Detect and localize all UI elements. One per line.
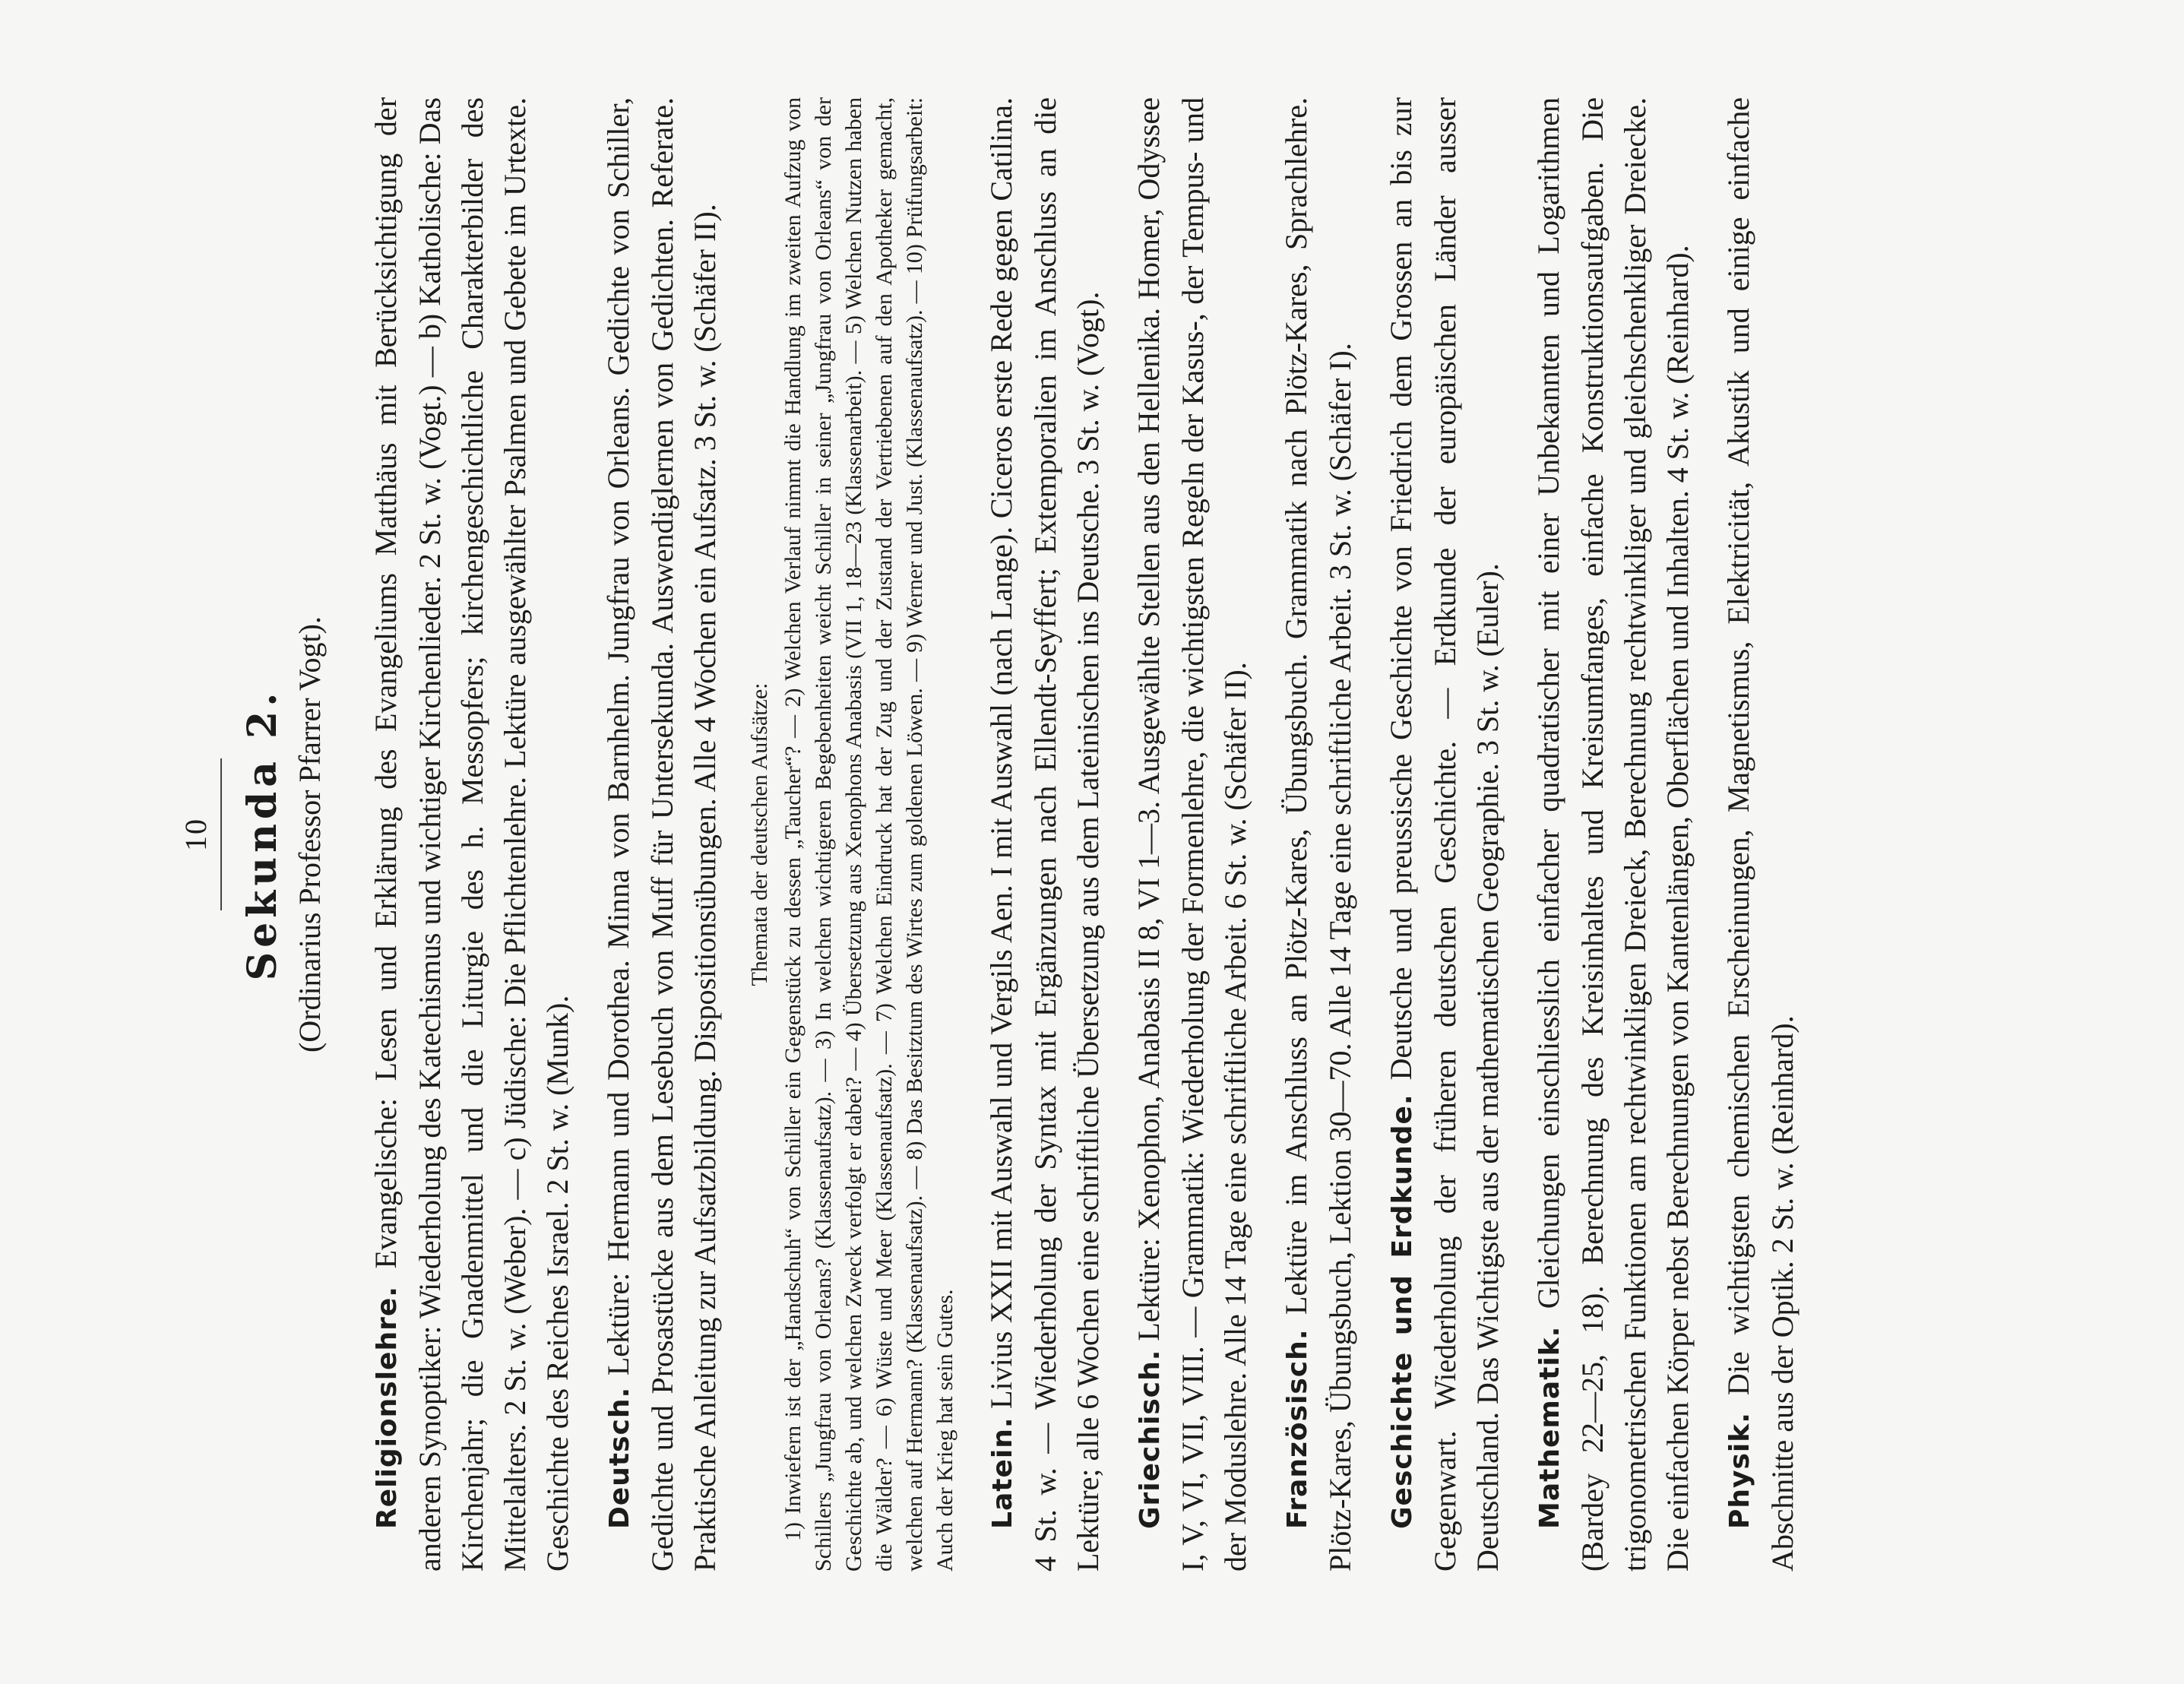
themes-list: 1) Inwiefern ist der „Handschuh“ von Schiller ein Gegenstück zu dessen „Taucher“? — 2) Welchen Verlauf nimmt die Handlung im zweiten Aufzug von Schillers „Jungfrau von Orleans? (Klassenaufsatz). — 3) In welchen wichtigeren Begebenheiten weicht Schiller in seiner „Jungfrau von Orleans“ von der Geschichte ab, und welchen Zweck verfolgt er dabei? — 4) Übersetzung aus Xenophons Anabasis (VII 1, 18—23 (Klassenarbeit). — 5) Welchen Nutzen haben die Wälder? — 6) Wüste und Meer (Klassenaufsatz). — 7) Welchen Eindruck hat der Zug und der Zustand der Vertriebenen auf den Apotheker gemacht, welchen auf Hermann? (Klassenaufsatz). — 8) Das Besitztum des Wirtes zum goldenen Löwen. — 9) Werner und Just. (Klassenaufsatz). — 10) Prüfungsarbeit: Auch der Krieg hat sein Gutes. <box>780 97 957 1572</box>
themes-title: Themata der deutschen Aufsätze: <box>747 682 772 986</box>
section-text: Die wichtigsten chemischen Erscheinungen, Magnetismus, Elektricität, Akustik und einige einfache Abschnitte aus der Optik. 2 St. w. (Reinhard). <box>1721 97 1799 1572</box>
section-text: Gleichungen einschliesslich einfacher quadratischer mit einer Unbekannten und Logarithmen (Bardey 22—25, 18). Berechnung des Kreisinhaltes und Kreisumfanges, einfache Konstruktionsaufgaben. Die trigonometrischen Funktionen am rechtwinkligen Dreieck, Berechnung rechtwinkliger und gleichschenkliger Dreiecke. Die einfachen Körper nebst Berechnungen von Kantenlängen, Oberflächen und Inhalten. 4 St. w. (Reinhard). <box>1531 97 1695 1572</box>
page-title: Sekunda 2. <box>239 688 286 981</box>
section-geschichte-erdkunde <box>1380 97 1509 1572</box>
section-text: Lektüre im Anschluss an Plötz-Kares, Übungsbuch. Grammatik nach Plötz-Kares, Sprachlehre. Plötz-Kares, Übungsbuch, Lektion 30—70. Alle 14 Tage eine schriftliche Arbeit. 3 St. w. (Schäfer I). <box>1279 97 1357 1572</box>
section-religionslehre <box>365 97 579 1572</box>
section-text: Lektüre: Xenophon, Anabasis II 8, VI 1—3. Ausgewählte Stellen aus den Hellenika. Homer, Odyssee I, V, VI, VII, VIII. — Grammatik: Wiederholung der Formenlehre, die wichtigsten Regeln der Kasus-, der Tempus- und der Moduslehre. Alle 14 Tage eine schriftliche Arbeit. 6 St. w. (Schäfer II). <box>1132 97 1252 1572</box>
section-latein <box>980 97 1109 1572</box>
section-text: Evangelische: Lesen und Erklärung des Evangeliums Matthäus mit Berücksichtigung der anderen Synoptiker: Wiederholung des Katechismus und wichtiger Kirchenlieder. 2 St. w. (Vogt.) — b) Katholische: Das Kirchenjahr; die Gnadenmittel und die Liturgie des h. Messopfers; kirchengeschichtliche Charakterbilder des Mittelalters. 2 St. w. (Weber). — c) Jüdische: Die Pflichtenlehre. Lektüre ausgewählter Psalmen und Gebete im Urtexte. Geschichte des Reiches Israel. 2 St. w. (Munk). <box>369 97 574 1572</box>
document-page <box>175 97 1983 1572</box>
section-physik <box>1717 97 1804 1572</box>
section-heading: Deutsch. <box>604 1386 635 1529</box>
header-rule <box>220 758 222 910</box>
section-heading: Latein. <box>987 1417 1018 1529</box>
page-number: 10 <box>179 818 213 851</box>
section-text: Livius XXII mit Auswahl und Vergils Aen. I mit Auswahl (nach Lange). Ciceros erste Rede gegen Catilina. 4 St. w. — Wiederholung der Syntax mit Ergänzungen nach Ellendt-Seyffert; Extemporalien im Anschluss an die Lektüre; alle 6 Wochen eine schriftliche Übersetzung aus dem Lateinischen ins Deutsche. 3 St. w. (Vogt). <box>984 97 1105 1572</box>
section-deutsch <box>597 97 726 1572</box>
section-heading: Französisch. <box>1282 1328 1313 1529</box>
section-heading: Religionslehre. <box>372 1286 403 1529</box>
section-heading: Mathematik. <box>1534 1325 1565 1529</box>
section-heading: Griechisch. <box>1135 1349 1166 1529</box>
section-mathematik <box>1527 97 1699 1572</box>
ordinarius-line: (Ordinarius Professor Pfarrer Vogt). <box>293 616 327 1052</box>
section-heading: Geschichte und Erdkunde. <box>1387 1094 1418 1529</box>
section-griechisch <box>1128 97 1257 1572</box>
section-text: Deutsche und preussische Geschichte von Friedrich dem Grossen an bis zur Gegenwart. Wiederholung der früheren deutschen Geschichte. — Erdkunde der europäischen Länder ausser Deutschland. Das Wichtigste aus der mathematischen Geographie. 3 St. w. (Euler). <box>1384 97 1505 1572</box>
section-heading: Physik. <box>1724 1412 1755 1529</box>
section-text: Lektüre: Hermann und Dorothea. Minna von Barnhelm. Jungfrau von Orleans. Gedichte von Schiller, Gedichte und Prosastücke aus dem Lesebuch von Muff für Untersekunda. Auswendiglernen von Gedichten. Referate. Praktische Anleitung zur Aufsatzbildung. Dispositionsübungen. Alle 4 Wochen ein Aufsatz. 3 St. w. (Schäfer II). <box>601 97 722 1572</box>
section-franzoesisch <box>1275 97 1362 1572</box>
